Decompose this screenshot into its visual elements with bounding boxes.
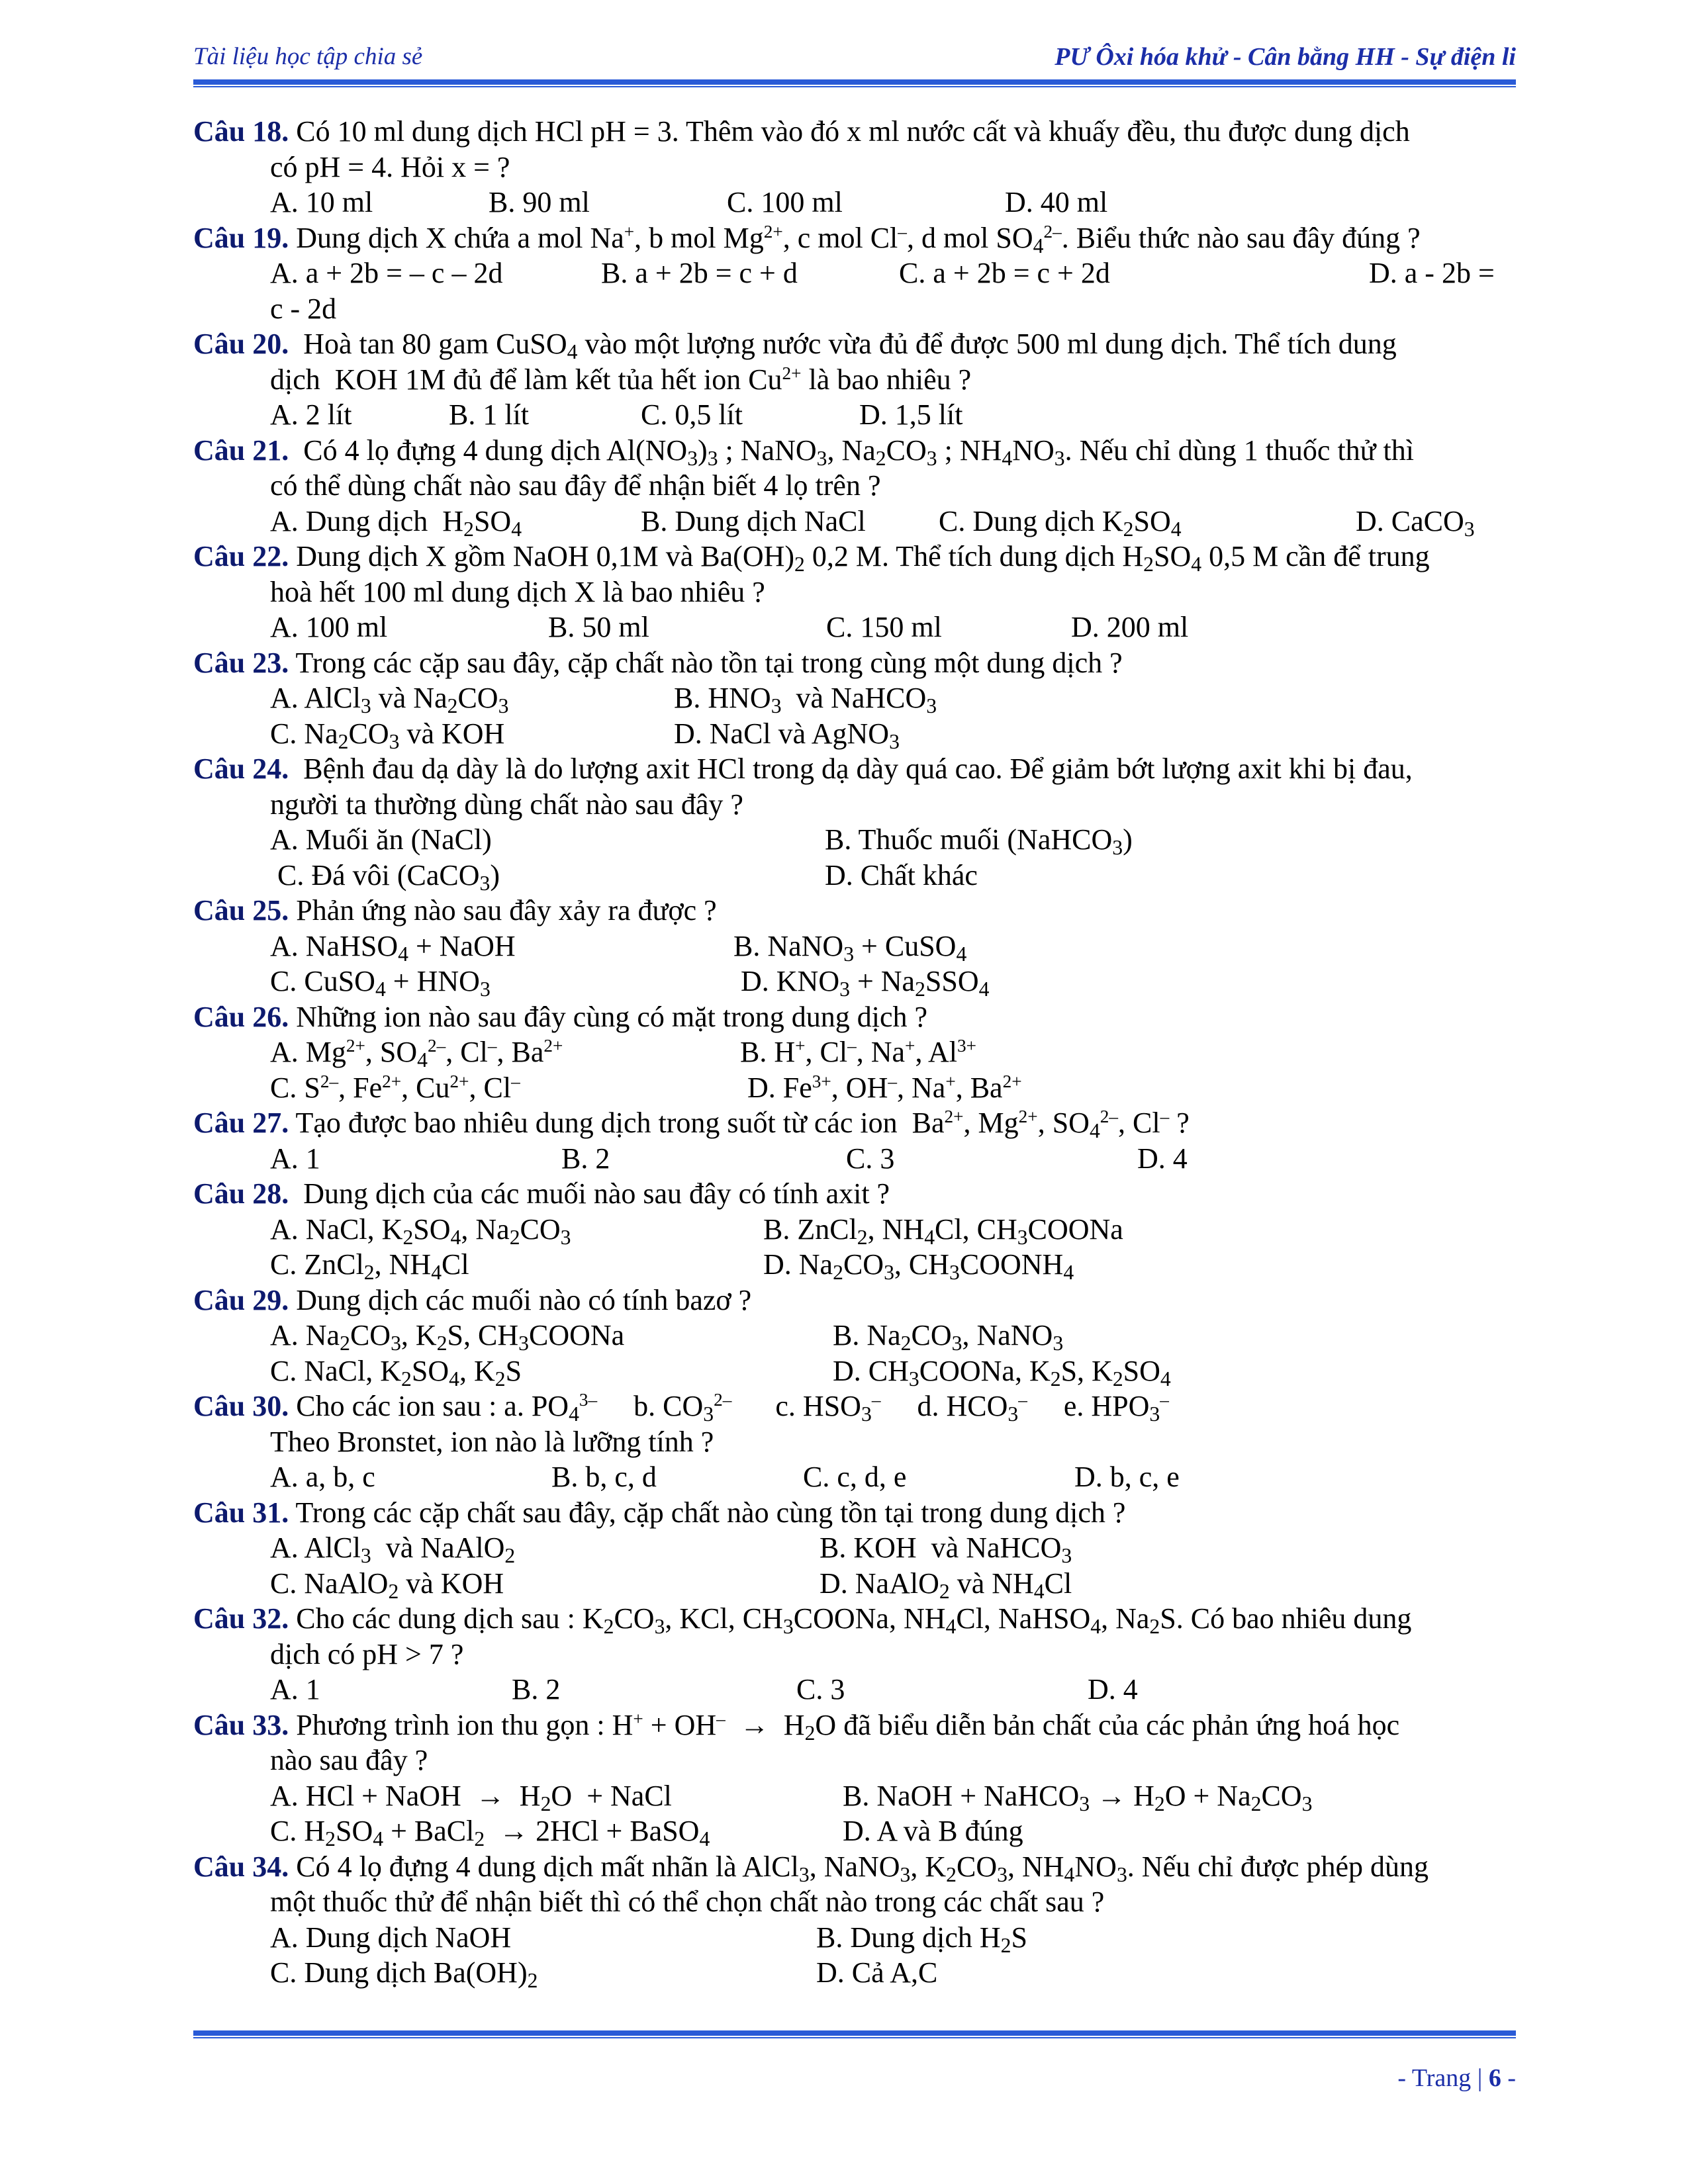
footer-suffix: - (1501, 2064, 1516, 2092)
question-24-cont: người ta thường dùng chất nào sau đây ? (270, 788, 743, 821)
question-25: Câu 25. Phản ứng nào sau đây xảy ra được ? (193, 894, 717, 927)
question-22: Câu 22. Dung dịch X gồm NaOH 0,1M và $Ba(OH)_2$ 0,2 M. Thể tích dung dịch $H_2SO_4$ 0,5 M cần để trung (193, 540, 1430, 576)
page-header (193, 38, 1516, 81)
question-34: Câu 34. Có 4 lọ đựng 4 dung dịch mất nhãn là AlCl$_3$, NaNO$_3$, $K_2CO_3$, $NH_4NO_3$. Nếu chỉ được phép dùng (193, 1850, 1429, 1886)
question-19-options: A. a + 2b = – c – 2d B. a + 2b = c + d C. a + 2b = c + 2d D. a - 2b = (270, 257, 1495, 289)
question-19: Câu 19. Dung dịch X chứa a mol Na+, b mol $Mg^{2+}$, c mol Cl–, d mol $SO_4^{2-}$. Biểu thức nào sau đây đúng ? (193, 221, 1421, 257)
question-30-options: A. a, b, c B. b, c, d C. c, d, e D. b, c, e (270, 1461, 1180, 1493)
question-31-options: A. AlCl$_3$ và NaAlO$_2$ B. KOH và NaHCO$_3$ C. NaAlO$_2$ và KOH D. NaAlO$_2$ và $NH_4Cl$ (270, 1531, 1072, 1603)
question-24: Câu 24. Bệnh đau dạ dày là do lượng axit HCl trong dạ dày quá cao. Để giảm bớt lượng axit khi bị đau, (193, 752, 1413, 785)
question-30-cont: Theo Bronstet, ion nào là lưỡng tính ? (270, 1425, 714, 1458)
question-20-cont: dịch KOH 1M đủ để làm kết tủa hết ion $Cu^{2+}$ là bao nhiêu ? (270, 363, 972, 396)
question-list (193, 114, 1516, 1991)
page-footer (1397, 2064, 1516, 2093)
question-22-cont: hoà hết 100 ml dung dịch X là bao nhiêu ? (270, 575, 765, 608)
question-21-cont: có thể dùng chất nào sau đây để nhận biết 4 lọ trên ? (270, 469, 881, 502)
question-33-options: A. HCl + NaOH → $H_2O$ + NaCl B. NaOH + NaHCO$_3$ → $H_2O + Na_2CO_3$ C. $H_2SO_4$ + BaCl$_2$ → 2HCl + BaSO$_4$ D. A và B đúng (270, 1779, 1313, 1850)
footer-prefix: - Trang | (1397, 2064, 1489, 2092)
footer-rule (193, 2030, 1516, 2036)
question-26: Câu 26. Những ion nào sau đây cùng có mặt trong dung dịch ? (193, 1000, 928, 1033)
question-19-cont: c - 2d (270, 292, 337, 325)
question-33: Câu 33. Phương trình ion thu gọn : $H^+ + OH^- \to H_2O$ đã biểu diễn bản chất của các phản ứng hoá học (193, 1708, 1400, 1745)
question-20-options: A. 2 lít B. 1 lít C. 0,5 lít D. 1,5 lít (270, 398, 963, 431)
question-27: Câu 27. Tạo được bao nhiêu dung dịch trong suốt từ các ion $Ba^{2+}$, $Mg^{2+}$, $SO_4^{2-}$, Cl– ? (193, 1107, 1190, 1142)
question-34-cont: một thuốc thử để nhận biết thì có thể chọn chất nào trong các chất sau ? (270, 1886, 1105, 1918)
header-rule (193, 79, 1516, 85)
footer-rule-thin (193, 2037, 1516, 2038)
question-25-options: A. NaHSO$_4$ + NaOH B. NaNO$_3$ + CuSO$_4$ C. CuSO$_4$ + $HNO_3$ D. $KNO_3 + Na_2SSO_4$ (270, 929, 990, 1001)
question-33-cont: nào sau đây ? (270, 1744, 428, 1776)
question-23: Câu 23. Trong các cặp sau đây, cặp chất nào tồn tại trong cùng một dung dịch ? (193, 646, 1123, 679)
question-29-options: A. $Na_2CO_3$, $K_2S$, $CH_3COONa$ B. $Na_2CO_3$, NaNO$_3$ C. NaCl, $K_2SO_4$, $K_2S$ D. $CH_3COONa$, $K_2S$, $K_2SO_4$ (270, 1319, 1171, 1390)
question-18-options: A. 10 ml B. 90 ml C. 100 ml D. 40 ml (270, 186, 1108, 218)
question-28: Câu 28. Dung dịch của các muối nào sau đây có tính axit ? (193, 1177, 890, 1210)
question-22-options: A. 100 ml B. 50 ml C. 150 ml D. 200 ml (270, 611, 1189, 643)
question-21-options: A. Dung dịch $H_2SO_4$ B. Dung dịch NaCl C. Dung dịch $K_2SO_4$ D. CaCO$_3$ (270, 504, 1475, 541)
question-28-options: A. NaCl, $K_2SO_4$, $Na_2CO_3$ B. ZnCl$_2$, $NH_4Cl$, $CH_3COONa$ C. ZnCl$_2$, $NH_4Cl$ D. $Na_2CO_3$, $CH_3COONH_4$ (270, 1212, 1123, 1284)
question-31: Câu 31. Trong các cặp chất sau đây, cặp chất nào cùng tồn tại trong dung dịch ? (193, 1496, 1126, 1529)
question-32-options: A. 1 B. 2 C. 3 D. 4 (270, 1673, 1138, 1706)
question-34-options: A. Dung dịch NaOH B. Dung dịch $H_2S$ C. Dung dịch $Ba(OH)_2$ D. Cả A,C (270, 1921, 1027, 1992)
question-32: Câu 32. Cho các dung dịch sau : $K_2CO_3$, KCl, $CH_3COONa$, $NH_4Cl$, NaHSO$_4$, $Na_2S$. Có bao nhiêu dung (193, 1602, 1412, 1638)
question-18-cont: có pH = 4. Hỏi x = ? (270, 150, 510, 183)
question-18: Câu 18. Có 10 ml dung dịch HCl pH = 3. Thêm vào đó x ml nước cất và khuấy đều, thu được dung dịch (193, 115, 1410, 148)
header-rule-thin (193, 86, 1516, 87)
header-right-text: PƯ Ôxi hóa khử - Cân bằng HH - Sự điện li (1055, 43, 1516, 71)
question-23-options: A. AlCl$_3$ và $Na_2CO_3$ B. $HNO_3$ và NaHCO$_3$ C. $Na_2CO_3$ và KOH D. NaCl và AgNO$_3$ (270, 682, 937, 753)
question-21: Câu 21. Có 4 lọ đựng 4 dung dịch $Al(NO_3)_3$ ; NaNO$_3$, $Na_2CO_3$ ; $NH_4NO_3$. Nếu chỉ dùng 1 thuốc thử thì (193, 433, 1414, 470)
question-32-cont: dịch có pH > 7 ? (270, 1637, 464, 1670)
question-27-options: A. 1 B. 2 C. 3 D. 4 (270, 1142, 1188, 1175)
question-24-options: A. Muối ăn (NaCl) B. Thuốc muối (NaHCO$_3$) C. Đá vôi (CaCO$_3$) D. Chất khác (270, 823, 1133, 895)
page-number: 6 (1488, 2064, 1501, 2092)
question-26-options: A. $Mg^{2+}$, $SO_4^{2-}$, Cl–, $Ba^{2+}$ B. H+, Cl–, Na+, $Al^{3+}$ C. $S^{2-}$, $Fe^{2+}$, $Cu^{2+}$, Cl– D. $Fe^{3+}$, OH–, Na+, $Ba^{2+}$ (270, 1036, 1022, 1104)
question-29: Câu 29. Dung dịch các muối nào có tính bazơ ? (193, 1283, 752, 1316)
header-left-text: Tài liệu học tập chia sẻ (193, 43, 423, 70)
question-20: Câu 20. Hoà tan 80 gam CuSO$_4$ vào một lượng nước vừa đủ để được 500 ml dung dịch. Thể tích dung (193, 328, 1397, 363)
question-30: Câu 30. Cho các ion sau : a. $PO_4^{3-}$ b. $CO_3^{2-}$ c. $HSO_3^-$ d. $HCO_3^-$ e. $HPO_3^-$ (193, 1390, 1169, 1426)
